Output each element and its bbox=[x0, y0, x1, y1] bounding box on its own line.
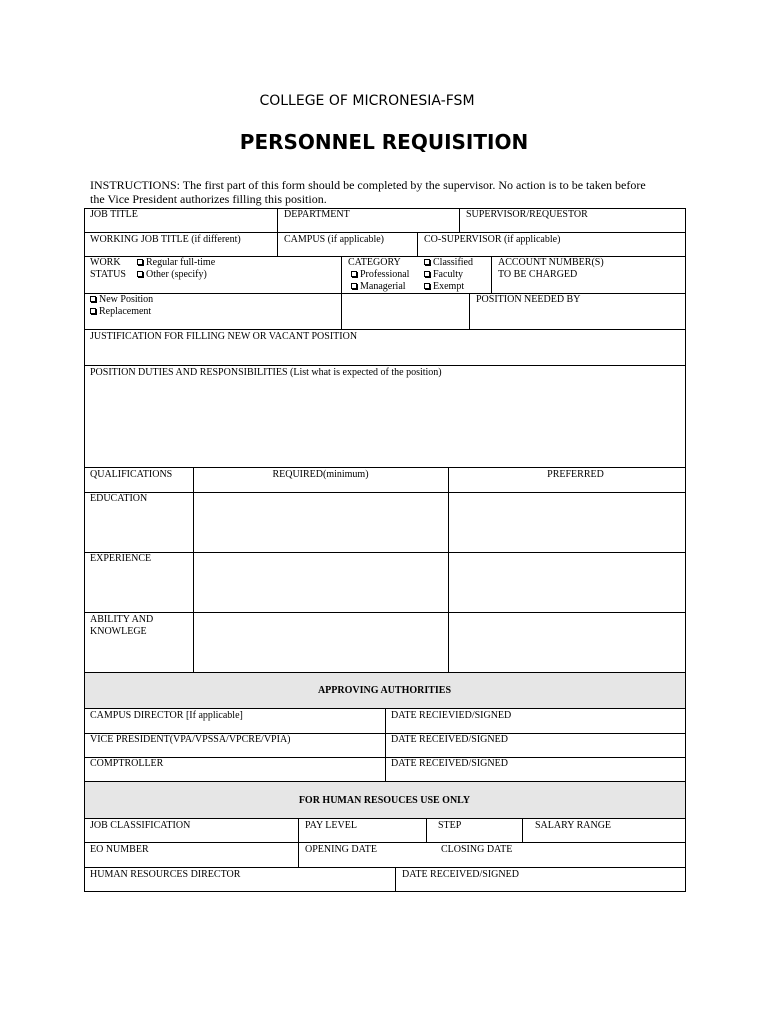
divider bbox=[459, 208, 460, 233]
category-label: CATEGORY bbox=[348, 257, 401, 268]
rule bbox=[84, 467, 686, 468]
ability-label-line-1: ABILITY AND bbox=[90, 614, 154, 625]
checkbox-icon[interactable] bbox=[424, 271, 430, 277]
divider bbox=[395, 867, 396, 891]
divider bbox=[491, 256, 492, 293]
form-border-right bbox=[685, 208, 686, 892]
divider bbox=[277, 208, 278, 233]
rule bbox=[84, 818, 686, 819]
rule bbox=[84, 365, 686, 366]
status-label: STATUS bbox=[90, 269, 126, 280]
justification-label: JUSTIFICATION FOR FILLING NEW OR VACANT POSITION bbox=[90, 331, 358, 342]
other-option[interactable] bbox=[137, 269, 207, 281]
eo-number-label: EO NUMBER bbox=[90, 844, 149, 855]
new-position-option[interactable] bbox=[90, 294, 153, 306]
date-recieved-label: DATE RECIEVIED/SIGNED bbox=[391, 710, 512, 721]
rule bbox=[84, 612, 686, 613]
date-received-label: DATE RECEIVED/SIGNED bbox=[402, 869, 519, 880]
form-title: PERSONNEL REQUISITION bbox=[239, 130, 529, 154]
to-be-charged-label: TO BE CHARGED bbox=[498, 269, 578, 280]
option-label: New Position bbox=[99, 294, 154, 305]
option-label: Managerial bbox=[360, 281, 406, 292]
step-label: STEP bbox=[438, 820, 462, 831]
checkbox-icon[interactable] bbox=[90, 308, 96, 314]
department-label: DEPARTMENT bbox=[284, 209, 350, 220]
checkbox-icon[interactable] bbox=[424, 259, 430, 265]
checkbox-icon[interactable] bbox=[351, 271, 357, 277]
checkbox-icon[interactable] bbox=[137, 271, 143, 277]
option-label: Regular full-time bbox=[146, 257, 216, 268]
checkbox-icon[interactable] bbox=[351, 283, 357, 289]
regular-full-time-option[interactable] bbox=[137, 257, 215, 269]
date-received-label: DATE RECEIVED/SIGNED bbox=[391, 758, 508, 769]
salary-range-label: SALARY RANGE bbox=[535, 820, 612, 831]
job-classification-label: JOB CLASSIFICATION bbox=[90, 820, 191, 831]
approving-header: APPROVING AUTHORITIES bbox=[317, 685, 452, 696]
professional-option[interactable] bbox=[351, 269, 409, 281]
option-label: Faculty bbox=[433, 269, 463, 280]
college-name: COLLEGE OF MICRONESIA-FSM bbox=[259, 93, 475, 109]
replacement-option[interactable] bbox=[90, 306, 151, 318]
required-header: REQUIRED(minimum) bbox=[272, 469, 369, 480]
rule bbox=[84, 891, 686, 892]
divider bbox=[341, 256, 342, 329]
managerial-option[interactable] bbox=[351, 281, 406, 293]
rule bbox=[84, 208, 686, 209]
rule bbox=[84, 329, 686, 330]
option-label: Classified bbox=[433, 257, 473, 268]
divider bbox=[448, 467, 449, 672]
comptroller-label: COMPTROLLER bbox=[90, 758, 164, 769]
divider bbox=[385, 708, 386, 781]
divider bbox=[193, 467, 194, 672]
option-label: Replacement bbox=[99, 306, 152, 317]
campus-director-label: CAMPUS DIRECTOR [If applicable] bbox=[90, 710, 243, 721]
preferred-header: PREFERRED bbox=[547, 469, 604, 480]
instructions-line-2: the Vice President authorizes filling this position. bbox=[90, 192, 327, 206]
rule bbox=[84, 293, 686, 294]
divider bbox=[469, 293, 470, 329]
co-supervisor-label: CO-SUPERVISOR (if applicable) bbox=[424, 234, 561, 245]
divider bbox=[298, 818, 299, 867]
hr-director-label: HUMAN RESOURCES DIRECTOR bbox=[90, 869, 241, 880]
instructions-line-1: INSTRUCTIONS: The first part of this form should be completed by the supervisor. No action is to be taken before bbox=[90, 178, 646, 192]
divider bbox=[426, 818, 427, 843]
ability-label-line-2: KNOWLEGE bbox=[90, 626, 147, 637]
vice-president-label: VICE PRESIDENT(VPA/VPSSA/VPCRE/VPIA) bbox=[90, 734, 291, 745]
rule bbox=[84, 552, 686, 553]
working-job-title-label: WORKING JOB TITLE (if different) bbox=[90, 234, 241, 245]
job-title-label: JOB TITLE bbox=[90, 209, 138, 220]
position-needed-by-label: POSITION NEEDED BY bbox=[476, 294, 581, 305]
work-label: WORK bbox=[90, 257, 121, 268]
education-label: EDUCATION bbox=[90, 493, 148, 504]
rule bbox=[84, 867, 686, 868]
classified-option[interactable] bbox=[424, 257, 473, 269]
hr-header: FOR HUMAN RESOUCES USE ONLY bbox=[298, 795, 471, 806]
checkbox-icon[interactable] bbox=[90, 296, 96, 302]
supervisor-label: SUPERVISOR/REQUESTOR bbox=[466, 209, 588, 220]
checkbox-icon[interactable] bbox=[137, 259, 143, 265]
campus-label: CAMPUS (if applicable) bbox=[284, 234, 384, 245]
closing-date-label: CLOSING DATE bbox=[441, 844, 513, 855]
qualifications-header: QUALIFICATIONS bbox=[90, 469, 173, 480]
checkbox-icon[interactable] bbox=[424, 283, 430, 289]
rule bbox=[84, 672, 686, 673]
duties-label: POSITION DUTIES AND RESPONSIBILITIES (List what is expected of the position) bbox=[90, 367, 442, 378]
account-numbers-label: ACCOUNT NUMBER(S) bbox=[498, 257, 604, 268]
rule bbox=[84, 492, 686, 493]
divider bbox=[277, 232, 278, 257]
divider bbox=[522, 818, 523, 843]
rule bbox=[84, 781, 686, 782]
rule bbox=[84, 232, 686, 233]
divider bbox=[417, 232, 418, 257]
option-label: Other (specify) bbox=[146, 269, 207, 280]
form-border-left bbox=[84, 208, 85, 892]
option-label: Professional bbox=[360, 269, 410, 280]
option-label: Exempt bbox=[433, 281, 465, 292]
pay-level-label: PAY LEVEL bbox=[305, 820, 357, 831]
faculty-option[interactable] bbox=[424, 269, 463, 281]
exempt-option[interactable] bbox=[424, 281, 464, 293]
experience-label: EXPERIENCE bbox=[90, 553, 152, 564]
opening-date-label: OPENING DATE bbox=[305, 844, 377, 855]
date-received-label: DATE RECEIVED/SIGNED bbox=[391, 734, 508, 745]
rule bbox=[84, 842, 686, 843]
